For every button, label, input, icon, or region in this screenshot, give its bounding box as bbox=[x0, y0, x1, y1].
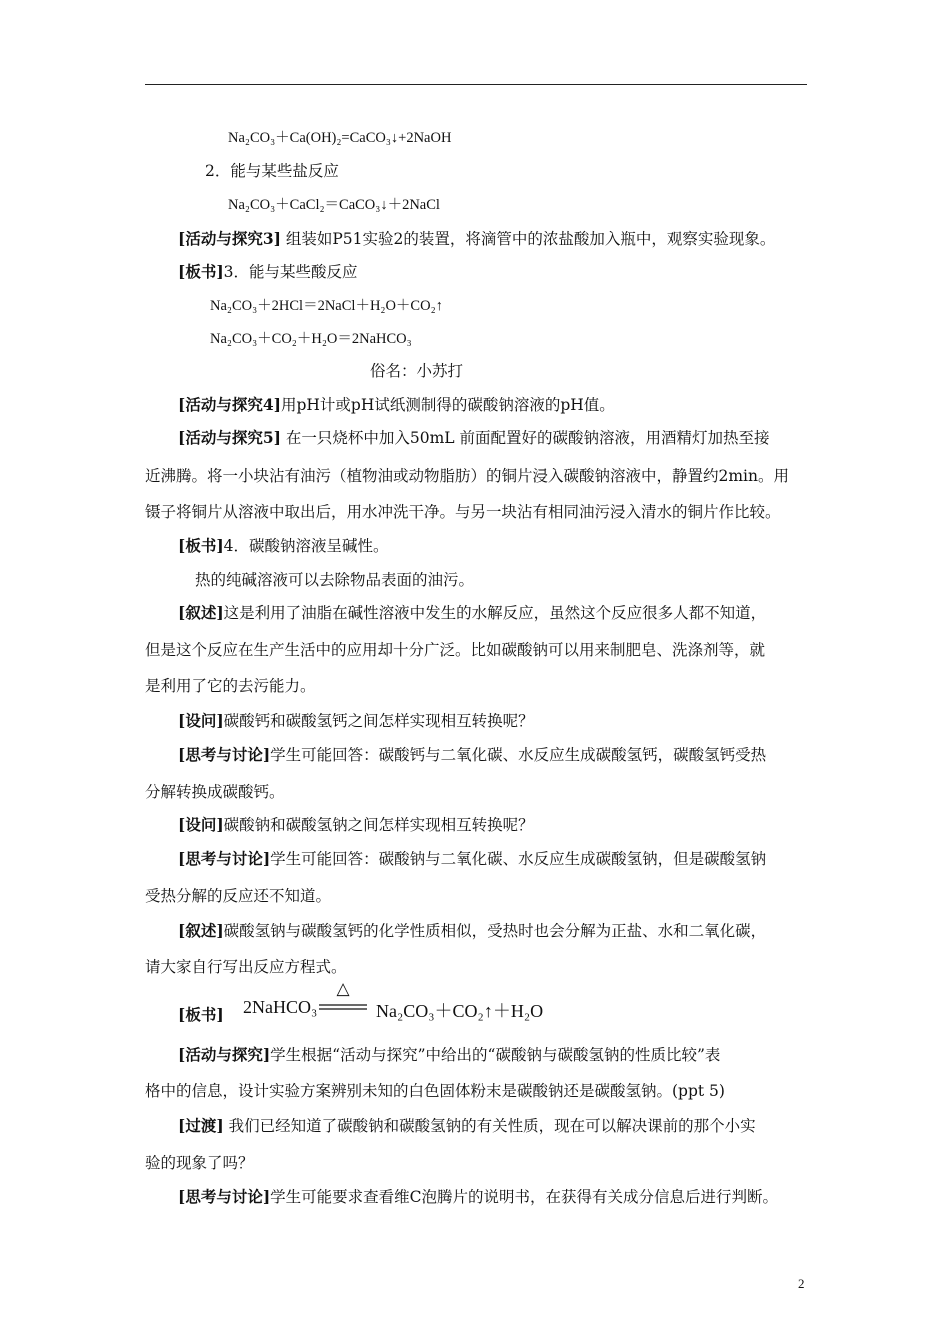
paragraph-line bbox=[178, 1005, 224, 1025]
paragraph-text: 学生可能回答：碳酸钙与二氧化碳、水反应生成碳酸氢钙，碳酸氢钙受热 bbox=[270, 746, 767, 764]
activity-tag: [活动与探究] bbox=[178, 1045, 271, 1064]
paragraph-text: 我们已经知道了碳酸钠和碳酸氢钠的有关性质，现在可以解决课前的那个小实 bbox=[223, 1117, 756, 1135]
question-tag: [设问] bbox=[178, 815, 224, 834]
paragraph-line bbox=[178, 849, 766, 869]
paragraph-line bbox=[178, 428, 770, 448]
paragraph-text: 这是利用了油脂在碱性溶液中发生的水解反应，虽然这个反应很多人都不知道， bbox=[223, 604, 767, 622]
board-tag: [板书] bbox=[178, 536, 224, 555]
equation-line: Na₂CO₃＋CaCl₂＝CaCO₃↓＋2NaCl bbox=[228, 197, 440, 213]
products: Na₂CO₃＋CO₂↑＋H₂O bbox=[376, 1001, 544, 1021]
paragraph-line: 热的纯碱溶液可以去除物品表面的油污。 bbox=[195, 571, 475, 589]
discussion-tag: [思考与讨论] bbox=[178, 1187, 271, 1206]
paragraph-text: 4．碳酸钠溶液呈碱性。 bbox=[223, 537, 389, 555]
paragraph-line: 分解转换成碳酸钙。 bbox=[145, 783, 285, 801]
paragraph-line bbox=[178, 745, 766, 765]
paragraph-text: 组装如P51实验2的装置，将滴管中的浓盐酸加入瓶中，观察实验现象。 bbox=[280, 230, 776, 248]
board-tag: [板书] bbox=[178, 1005, 224, 1024]
paragraph-line bbox=[178, 1045, 720, 1065]
common-name: 俗名：小苏打 bbox=[370, 362, 464, 380]
discussion-tag: [思考与讨论] bbox=[178, 745, 271, 764]
paragraph-text: 3．能与某些酸反应 bbox=[223, 263, 358, 281]
paragraph-line bbox=[178, 536, 389, 556]
paragraph-line bbox=[178, 262, 358, 282]
narration-tag: [叙述] bbox=[178, 921, 224, 940]
paragraph-text: 学生可能要求查看维C泡腾片的说明书，在获得有关成分信息后进行判断。 bbox=[270, 1188, 779, 1206]
paragraph-text: 学生可能回答：碳酸钠与二氧化碳、水反应生成碳酸氢钠，但是碳酸氢钠 bbox=[270, 850, 767, 868]
paragraph-line bbox=[178, 921, 766, 941]
paragraph-text: 用pH计或pH试纸测制得的碳酸钠溶液的pH值。 bbox=[280, 396, 615, 414]
activity-tag: [活动与探究3] bbox=[178, 229, 281, 248]
transition-tag: [过渡] bbox=[178, 1116, 224, 1135]
question-tag: [设问] bbox=[178, 711, 224, 730]
paragraph-line: 验的现象了吗？ bbox=[145, 1154, 254, 1172]
header-rule bbox=[145, 84, 807, 85]
heat-condition: △ bbox=[336, 979, 350, 998]
paragraph-text: 碳酸钙和碳酸氢钙之间怎样实现相互转换呢？ bbox=[223, 712, 534, 730]
paragraph-text: 学生根据“活动与探究”中给出的“碳酸钠与碳酸氢钠的性质比较”表 bbox=[270, 1046, 721, 1064]
activity-tag: [活动与探究4] bbox=[178, 395, 281, 414]
paragraph-text: 碳酸钠和碳酸氢钠之间怎样实现相互转换呢？ bbox=[223, 816, 534, 834]
paragraph-line bbox=[178, 711, 534, 731]
paragraph-line: 请大家自行写出反应方程式。 bbox=[145, 958, 347, 976]
paragraph-line bbox=[178, 815, 534, 835]
paragraph-line: 镊子将铜片从溶液中取出后，用水冲洗干净。与另一块沾有相同油污浸入清水的铜片作比较。 bbox=[145, 503, 781, 521]
paragraph-line bbox=[178, 1187, 778, 1207]
equation-line: Na₂CO₃＋Ca(OH)₂=CaCO₃↓+2NaOH bbox=[228, 130, 452, 146]
paragraph-line: 是利用了它的去污能力。 bbox=[145, 677, 316, 695]
paragraph-line bbox=[178, 1116, 756, 1136]
page-number: 2 bbox=[798, 1276, 805, 1291]
paragraph-line: 但是这个反应在生产生活中的应用却十分广泛。比如碳酸钠可以用来制肥皂、洗涤剂等，就 bbox=[145, 641, 766, 659]
discussion-tag: [思考与讨论] bbox=[178, 849, 271, 868]
paragraph-line bbox=[178, 603, 766, 623]
paragraph-line: 近沸腾。将一小块沾有油污（植物油或动物脂肪）的铜片浸入碳酸钠溶液中，静置约2min。用 bbox=[145, 467, 790, 485]
equation-line: Na₂CO₃＋CO₂＋H₂O＝2NaHCO₃ bbox=[210, 331, 412, 347]
paragraph-line: 格中的信息，设计实验方案辨别未知的白色固体粉末是碳酸钠还是碳酸氢钠。(ppt 5) bbox=[145, 1082, 725, 1100]
decomposition-equation bbox=[243, 979, 603, 1025]
narration-tag: [叙述] bbox=[178, 603, 224, 622]
board-tag: [板书] bbox=[178, 262, 224, 281]
reactant: 2NaHCO₃ bbox=[243, 997, 318, 1017]
paragraph-line bbox=[178, 395, 615, 415]
paragraph-line bbox=[178, 229, 775, 249]
paragraph-text: 在一只烧杯中加入50mL 前面配置好的碳酸钠溶液，用酒精灯加热至接 bbox=[280, 429, 770, 447]
double-arrow-line-icon bbox=[319, 1003, 367, 1011]
equation-line: Na₂CO₃＋2HCl＝2NaCl＋H₂O＋CO₂↑ bbox=[210, 298, 443, 314]
paragraph-text: 碳酸氢钠与碳酸氢钙的化学性质相似，受热时也会分解为正盐、水和二氧化碳， bbox=[223, 922, 767, 940]
section-heading: 2．能与某些盐反应 bbox=[205, 162, 339, 180]
paragraph-line: 受热分解的反应还不知道。 bbox=[145, 887, 332, 905]
activity-tag: [活动与探究5] bbox=[178, 428, 281, 447]
